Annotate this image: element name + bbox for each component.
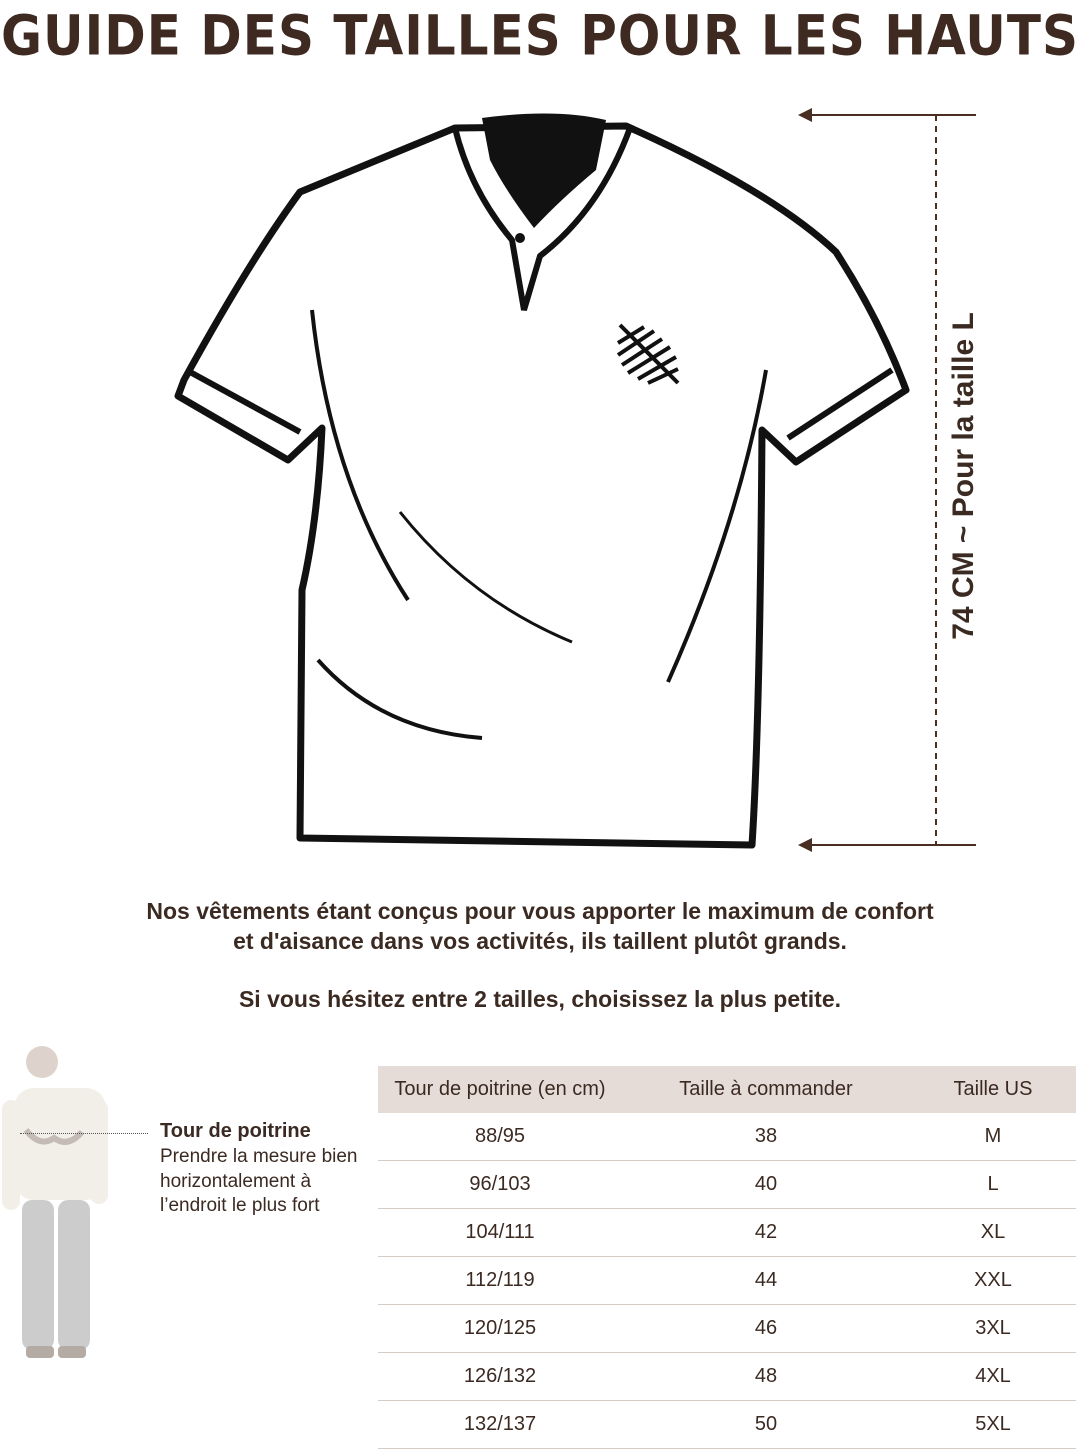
notice-line-2: et d'aisance dans vos activités, ils taillent plutôt grands.: [233, 928, 847, 954]
cell-chest: 112/119: [378, 1257, 622, 1305]
cell-order-size: 46: [622, 1305, 910, 1353]
table-row: [378, 1257, 1076, 1305]
page-title: GUIDE DES TAILLES POUR LES HAUTS: [0, 4, 1080, 68]
chest-measure-description: Prendre la mesure bien horizontalement à l’endroit le plus fort: [160, 1146, 358, 1216]
collar-button: [515, 233, 525, 243]
cell-us-size: XL: [910, 1209, 1076, 1257]
size-table: [378, 1066, 1076, 1449]
chest-measure-title: Tour de poitrine: [160, 1120, 311, 1142]
tshirt-outline: [178, 126, 906, 845]
table-row: [378, 1401, 1076, 1449]
table-row: [378, 1353, 1076, 1401]
cell-order-size: 42: [622, 1209, 910, 1257]
model-silhouette-image: [0, 1040, 120, 1370]
cell-us-size: 5XL: [910, 1401, 1076, 1449]
cell-us-size: M: [910, 1113, 1076, 1161]
cell-chest: 120/125: [378, 1305, 622, 1353]
sizing-advice: Si vous hésitez entre 2 tailles, choisissez la plus petite.: [238, 986, 842, 1012]
cell-chest: 96/103: [378, 1161, 622, 1209]
cell-order-size: 50: [622, 1401, 910, 1449]
header-us-size: Taille US: [910, 1066, 1076, 1113]
table-row: [378, 1113, 1076, 1161]
cell-us-size: L: [910, 1161, 1076, 1209]
cell-order-size: 44: [622, 1257, 910, 1305]
header-chest: Tour de poitrine (en cm): [378, 1066, 622, 1113]
height-label: 74 CM ~ Pour la taille L: [947, 312, 980, 640]
table-header-row: [378, 1066, 1076, 1113]
sizing-notice: [60, 896, 1020, 956]
cell-order-size: 38: [622, 1113, 910, 1161]
cell-us-size: 3XL: [910, 1305, 1076, 1353]
notice-line-1: Nos vêtements étant conçus pour vous apporter le maximum de confort: [146, 898, 934, 924]
table-row: [378, 1209, 1076, 1257]
cell-chest: 126/132: [378, 1353, 622, 1401]
table-row: [378, 1161, 1076, 1209]
cell-us-size: 4XL: [910, 1353, 1076, 1401]
cell-chest: 104/111: [378, 1209, 622, 1257]
chest-measure-line: [20, 1133, 148, 1134]
cell-order-size: 40: [622, 1161, 910, 1209]
cell-chest: 88/95: [378, 1113, 622, 1161]
cell-chest: 132/137: [378, 1401, 622, 1449]
cell-us-size: XXL: [910, 1257, 1076, 1305]
cell-order-size: 48: [622, 1353, 910, 1401]
header-order-size: Taille à commander: [622, 1066, 910, 1113]
table-row: [378, 1305, 1076, 1353]
